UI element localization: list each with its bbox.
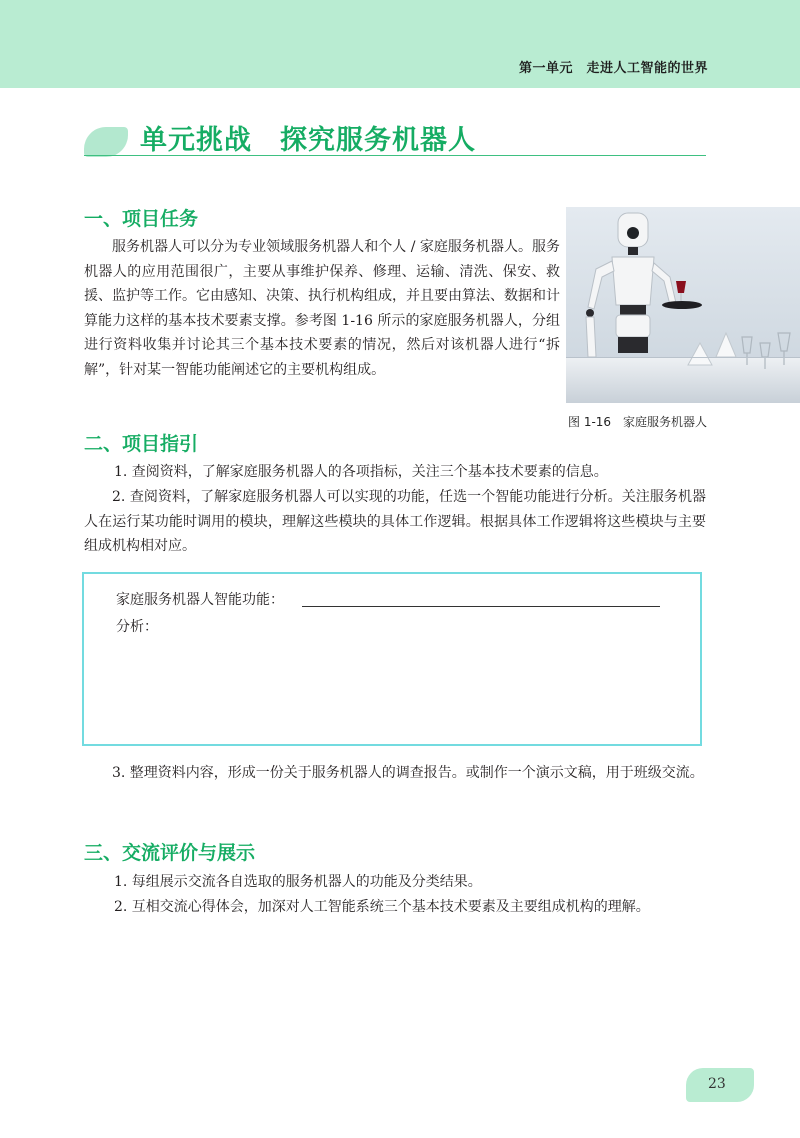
page-number: 23: [708, 1076, 726, 1092]
section-heading-guide: 二、项目指引: [84, 433, 199, 455]
figure-caption: 图 1-16 家庭服务机器人: [568, 415, 708, 429]
title-divider: [84, 155, 706, 156]
function-label: 家庭服务机器人智能功能：: [116, 592, 284, 608]
running-header: 第一单元 走进人工智能的世界: [518, 61, 708, 76]
section-heading-review: 三、交流评价与展示: [84, 842, 256, 864]
robot-photo: [566, 207, 800, 403]
section1-paragraph: 服务机器人可以分为专业领域服务机器人和个人 / 家庭服务机器人。服务机器人的应用范围很广，主要从事维护保养、修理、运输、清洗、保安、救援、监护等工作。它由感知、决策、执行机构组成，并且要由算法、数据和计算能力这样的基本技术要素支撑。参考图 1-16 所示的家庭服务机器人，分组进行资料收集并讨论其三个基本技术要素的情况，然后对该机器人进行“拆解”，针对某一智能功能阐述它的主要机构组成。: [84, 239, 560, 378]
review-item-2: 2. 互相交流心得体会，加深对人工智能系统三个基本技术要素及主要组成机构的理解。: [114, 899, 650, 915]
robot-illustration: [566, 207, 800, 403]
function-blank-line[interactable]: [302, 606, 660, 607]
guide-item-1: 1. 查阅资料，了解家庭服务机器人的各项指标，关注三个基本技术要素的信息。: [114, 464, 608, 480]
analysis-label: 分析：: [116, 619, 158, 635]
section-heading-task: 一、项目任务: [84, 208, 199, 230]
leaf-ornament-icon: [84, 127, 128, 157]
review-item-1: 1. 每组展示交流各自选取的服务机器人的功能及分类结果。: [114, 874, 482, 890]
guide-item-3: 3. 整理资料内容，形成一份关于服务机器人的调查报告。或制作一个演示文稿，用于班级交流。: [112, 765, 704, 781]
chapter-title: 单元挑战 探究服务机器人: [140, 125, 476, 156]
guide-item-2: 2. 查阅资料，了解家庭服务机器人可以实现的功能，任选一个智能功能进行分析。关注服务机器人在运行某功能时调用的模块，理解这些模块的具体工作逻辑。根据具体工作逻辑将这些模块与主要组成机构相对应。: [84, 489, 706, 554]
